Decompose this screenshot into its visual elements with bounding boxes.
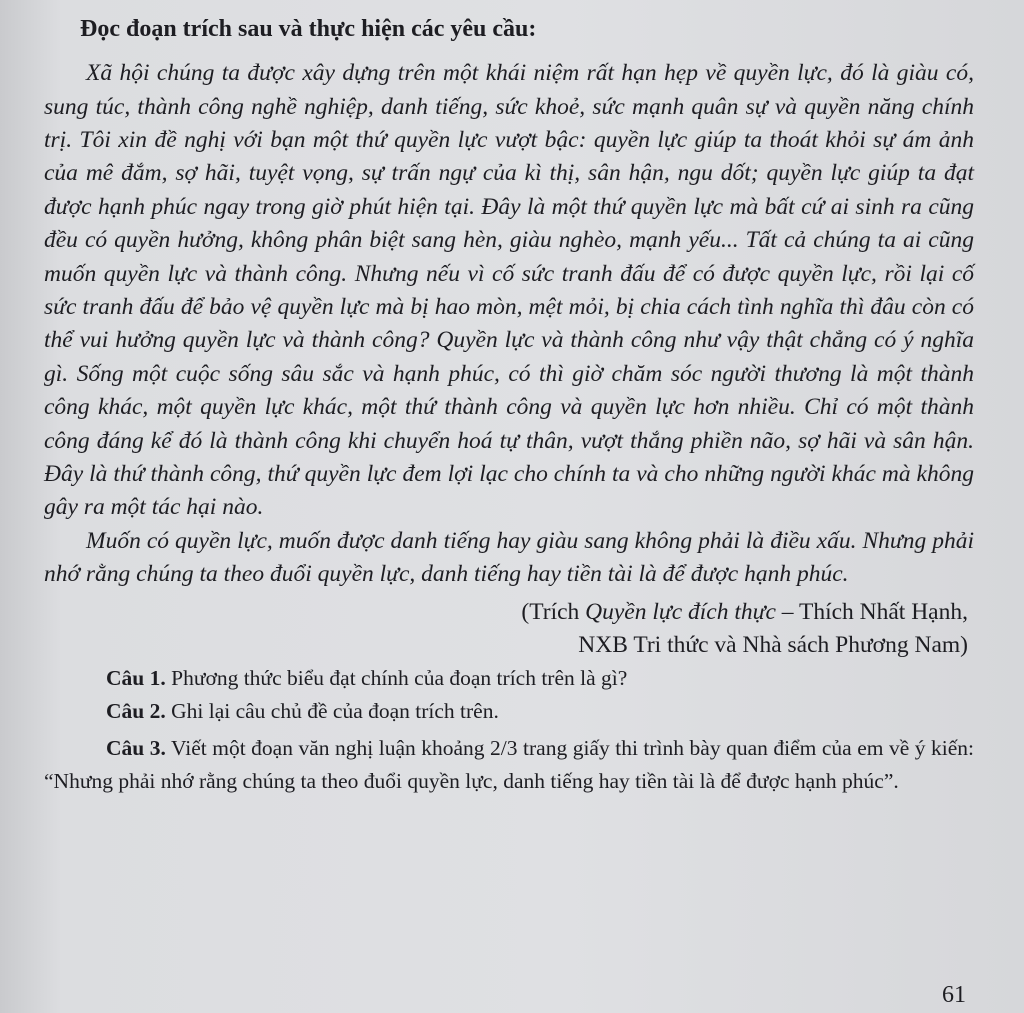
page-number: 61 [942, 982, 966, 1008]
passage-paragraph-1: Xã hội chúng ta được xây dựng trên một khái niệm rất hạn hẹp về quyền lực, đó là giàu có, sung túc, thành công nghề nghiệp, danh tiếng, sức khoẻ, sức mạnh quân sự và quyền năng chính trị. Tôi xin đề nghị với bạn một thứ quyền lực vượt bậc: quyền lực giúp ta thoát khỏi sự ám ảnh của mê đắm, sợ hãi, tuyệt vọng, sự trấn ngự của kì thị, sân hận, ngu dốt; quyền lực giúp ta đạt được hạnh phúc ngay trong giờ phút hiện tại. Đây là một thứ quyền lực mà bất cứ ai sinh ra cũng đều có quyền hưởng, không phân biệt sang hèn, giàu nghèo, mạnh yếu... Tất cả chúng ta ai cũng muốn quyền lực và thành công. Nhưng nếu vì cố sức tranh đấu để có được quyền lực, rồi lại cố sức tranh đấu để bảo vệ quyền lực mà bị hao mòn, mệt mỏi, bị chia cách tình nghĩa thì đâu còn có thể vui hưởng quyền lực và thành công? Quyền lực và thành công như vậy thật chẳng có ý nghĩa gì. Sống một cuộc sống sâu sắc và hạnh phúc, có thì giờ chăm sóc người thương là một thành công khác, một quyền lực khác, một thứ thành công và quyền lực hơn nhiều. Chỉ có một thành công đáng kể đó là thành công khi chuyển hoá tự thân, vượt thắng phiền não, sợ hãi và sân hận. Đây là thứ thành công, thứ quyền lực đem lợi lạc cho chính ta và cho những người khác mà không gây ra một tác hại nào. [44, 60, 974, 521]
source-author: – Thích Nhất Hạnh, [775, 598, 968, 625]
questions [44, 662, 974, 798]
question-label: Câu 2. [106, 698, 166, 723]
source-book-title: Quyền lực đích thực [585, 598, 776, 625]
question-label: Câu 1. [106, 665, 166, 690]
question-text: Viết một đoạn văn nghị luận khoảng 2/3 trang giấy thi trình bày quan điểm của em về ý kiến: “Nhưng phải nhớ rằng chúng ta theo đuổi quyền lực, danh tiếng hay tiền tài là để được hạnh phúc”. [44, 735, 975, 793]
passage-paragraph-2: Muốn có quyền lực, muốn được danh tiếng hay giàu sang không phải là điều xấu. Nhưng phải nhớ rằng chúng ta theo đuổi quyền lực, danh tiếng hay tiền tài là để được hạnh phúc. [44, 527, 974, 588]
source-prefix: (Trích [521, 598, 586, 625]
question-label: Câu 3. [106, 735, 166, 760]
question-1 [44, 662, 974, 695]
source-line-1 [44, 596, 968, 629]
source-publisher: NXB Tri thức và Nhà sách Phương Nam) [578, 631, 968, 658]
question-text: Ghi lại câu chủ đề của đoạn trích trên. [165, 698, 499, 723]
question-3 [44, 732, 974, 798]
question-2 [44, 695, 974, 728]
passage [44, 57, 974, 592]
question-text: Phương thức biểu đạt chính của đoạn trích trên là gì? [165, 665, 628, 690]
source-citation [44, 596, 968, 662]
exercise-heading: Đọc đoạn trích sau và thực hiện các yêu cầu: [80, 16, 537, 42]
